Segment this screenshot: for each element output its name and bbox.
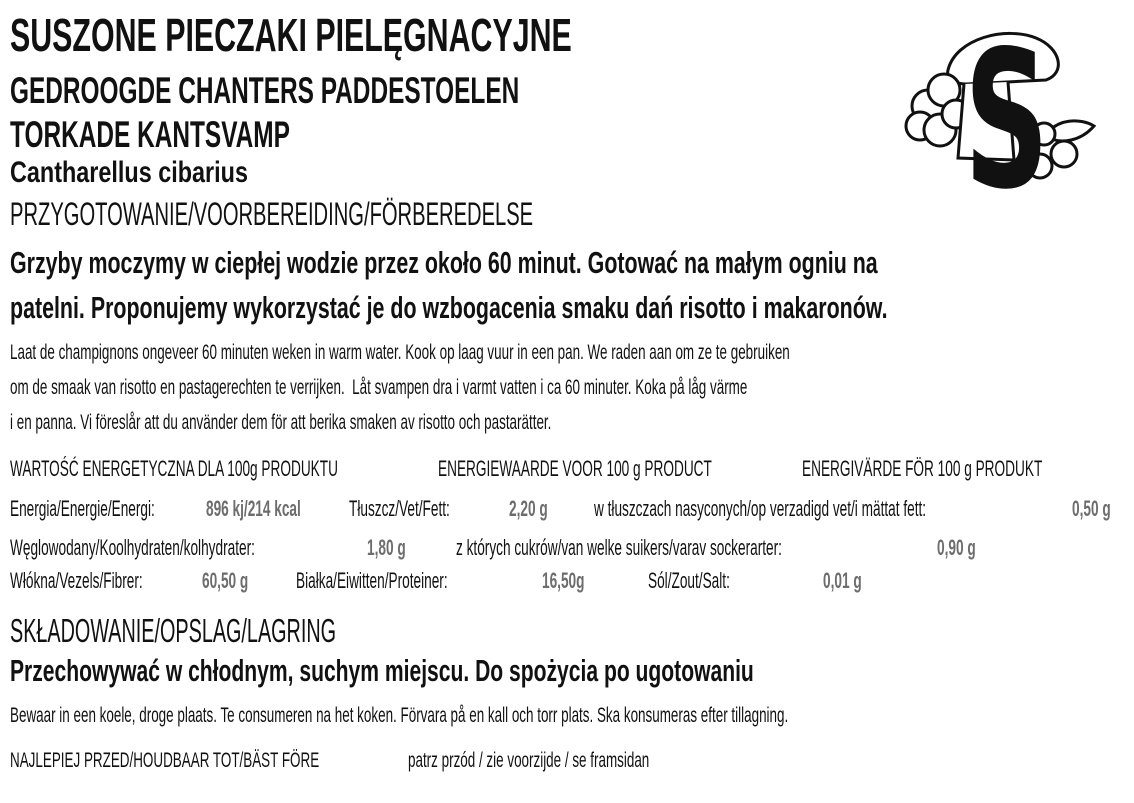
fat-value: 2,20 g	[509, 496, 548, 521]
energy-value: 896 kj/214 kcal	[206, 496, 301, 521]
sugars-label: z których cukrów/van welke suikers/varav sockerarter:	[456, 535, 782, 560]
preparation-text-nl-se-line	[10, 377, 747, 398]
carbs-value: 1,80 g	[367, 535, 406, 560]
energy-label: Energia/Energie/Energi:	[10, 496, 155, 521]
preparation-text-pl-line1: Grzyby moczymy w ciepłej wodzie przez około 60 minut. Gotować na małym ogniu na	[10, 245, 878, 280]
preparation-text-nl-line2: om de smaak van risotto en pastagerechten te verrijken.	[10, 376, 345, 399]
product-title-pl: SUSZONE PIECZAKI PIELĘGNACYJNE	[10, 9, 572, 61]
satfat-label: w tłuszczach nasyconych/op verzadigd vet/i mättat fett:	[594, 496, 927, 521]
storage-text-pl: Przechowywać w chłodnym, suchym miejscu. Do spożycia po ugotowaniu	[10, 653, 754, 688]
preparation-text-se-line1: Låt svampen dra i varmt vatten i ca 60 minuter. Koka på låg värme	[352, 376, 748, 399]
salt-value: 0,01 g	[823, 568, 862, 593]
salt-label: Sól/Zout/Salt:	[648, 568, 730, 593]
product-title-nl: GEDROOGDE CHANTERS PADDESTOELEN	[10, 70, 520, 111]
mushroom-berries-logo-icon	[896, 18, 1096, 198]
satfat-value: 0,50 g	[1072, 496, 1111, 521]
best-before-value: patrz przód / zie voorzijde / se framsidan	[408, 749, 650, 772]
logo-letter: S	[964, 18, 1050, 198]
nutrition-heading-nl: ENERGIEWAARDE VOOR 100 g PRODUCT	[438, 456, 712, 481]
preparation-text-se-line2: i en panna. Vi föreslår att du använder dem för att berika smaken av risotto och pastarätter.	[10, 411, 552, 434]
preparation-text-pl-line2: patelni. Proponujemy wykorzystać je do wzbogacenia smaku dań risotto i makaronów.	[10, 290, 888, 325]
fibre-value: 60,50 g	[202, 568, 249, 593]
storage-heading: SKŁADOWANIE/OPSLAG/LAGRING	[10, 612, 337, 649]
nutrition-heading-se: ENERGIVÄRDE FÖR 100 g PRODUKT	[802, 456, 1043, 481]
protein-value: 16,50g	[542, 568, 585, 593]
carbs-label: Węglowodany/Koolhydraten/kolhydrater:	[10, 535, 255, 560]
fibre-label: Włókna/Vezels/Fibrer:	[10, 568, 143, 593]
best-before-label: NAJLEPIEJ PRZED/HOUDBAAR TOT/BÄST FÖRE	[10, 749, 320, 772]
preparation-heading: PRZYGOTOWANIE/VOORBEREIDING/FÖRBEREDELSE	[10, 196, 534, 232]
nutrition-heading-pl: WARTOŚĆ ENERGETYCZNA DLA 100g PRODUKTU	[10, 456, 338, 481]
latin-name: Cantharellus cibarius	[10, 156, 248, 189]
preparation-text-nl-line1: Laat de champignons ongeveer 60 minuten weken in warm water. Kook op laag vuur in een pan. We raden aan om ze te gebruiken	[10, 341, 790, 364]
storage-text-nl-se: Bewaar in een koele, droge plaats. Te consumeren na het koken. Förvara på en kall och torr plats. Ska konsumeras efter tillagning.	[10, 704, 789, 727]
fat-label: Tłuszcz/Vet/Fett:	[349, 496, 450, 521]
product-title-se: TORKADE KANTSVAMP	[10, 114, 290, 155]
protein-label: Białka/Eiwitten/Proteiner:	[296, 568, 448, 593]
sugars-value: 0,90 g	[937, 535, 976, 560]
